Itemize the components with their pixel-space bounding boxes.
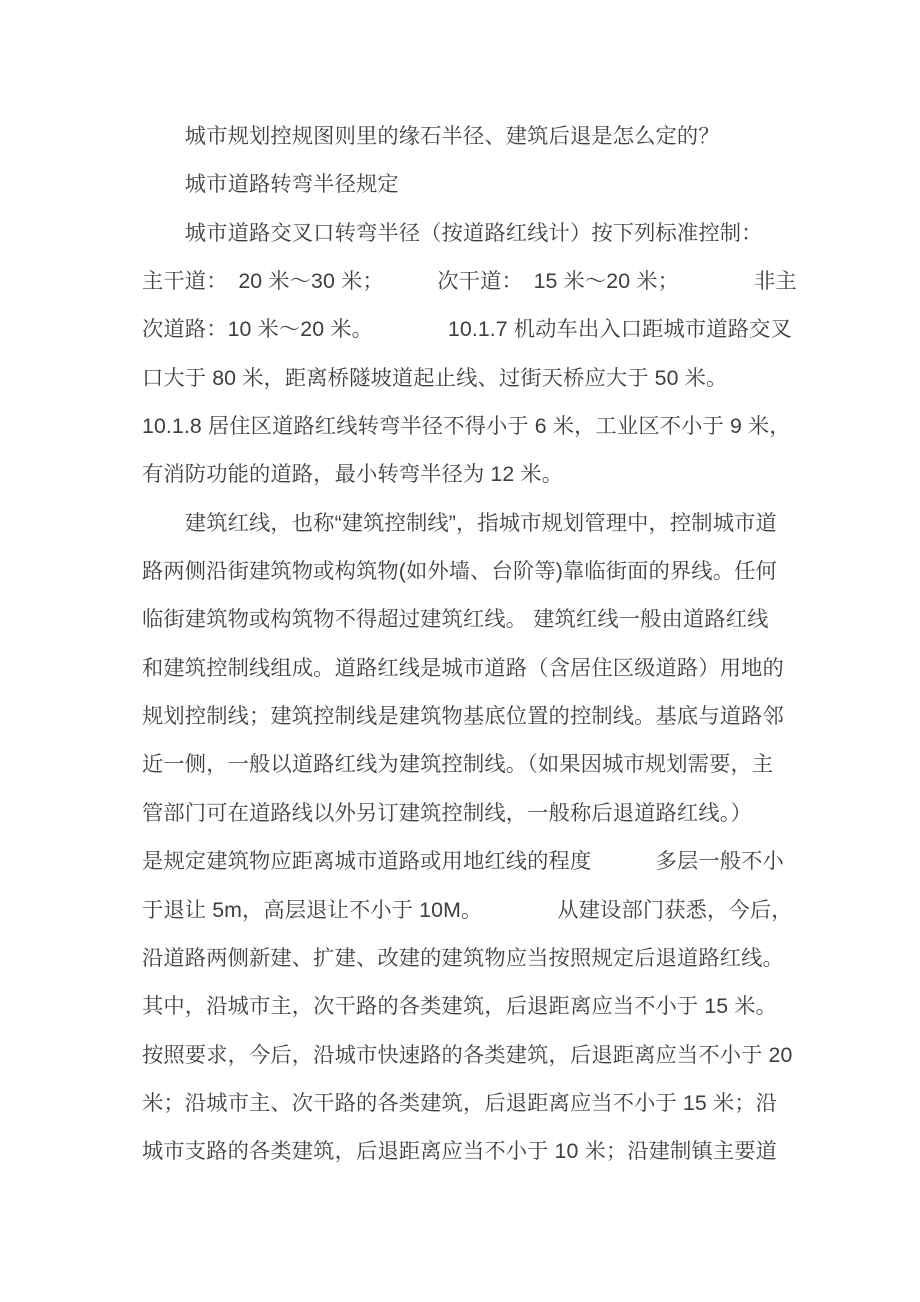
text-line: 主干道： 20 米～30 米； 次干道： 15 米～20 米； 非主: [142, 269, 797, 294]
text-line: 路两侧沿街建筑物或构筑物(如外墙、台阶等)靠临街面的界线。任何: [142, 559, 777, 584]
text-line: 城市道路交叉口转弯半径（按道路红线计）按下列标准控制：: [142, 220, 763, 245]
document-text-block: [142, 112, 842, 1176]
text-line: 是规定建筑物应距离城市道路或用地红线的程度 多层一般不小: [142, 849, 784, 874]
text-line: 建筑红线，也称“建筑控制线”，指城市规划管理中，控制城市道: [142, 510, 777, 535]
text-line: 米；沿城市主、次干路的各类建筑，后退距离应当不小于 15 米；沿: [142, 1090, 778, 1115]
text-line: 按照要求，今后，沿城市快速路的各类建筑，后退距离应当不小于 20: [142, 1042, 793, 1067]
text-line: 次道路：10 米～20 米。 10.1.7 机动车出入口距城市道路交叉: [142, 317, 792, 342]
text-line: 有消防功能的道路，最小转弯半径为 12 米。: [142, 462, 564, 487]
text-line: 于退让 5m，高层退让不小于 10M。 从建设部门获悉，今后，: [142, 897, 793, 922]
text-line: 其中，沿城市主，次干路的各类建筑，后退距离应当不小于 15 米。: [142, 994, 778, 1019]
text-line-title-question: 城市规划控规图则里的缘石半径、建筑后退是怎么定的？: [142, 124, 720, 148]
text-line: 城市支路的各类建筑，后退距离应当不小于 10 米；沿建制镇主要道: [142, 1139, 778, 1164]
text-line: 管部门可在道路线以外另订建筑控制线，一般称后退道路红线。）: [142, 800, 752, 825]
text-line: 口大于 80 米，距离桥隧坡道起止线、过街天桥应大于 50 米。: [142, 365, 728, 390]
text-line: 规划控制线；建筑控制线是建筑物基底位置的控制线。基底与道路邻: [142, 704, 784, 729]
text-line-section-heading: 城市道路转弯半径规定: [142, 172, 399, 197]
text-line: 和建筑控制线组成。道路红线是城市道路（含居住区级道路）用地的: [142, 655, 784, 680]
text-line: 10.1.8 居住区道路红线转弯半径不得小于 6 米，工业区不小于 9 米，: [142, 414, 791, 439]
text-line: 沿道路两侧新建、扩建、改建的建筑物应当按照规定后退道路红线。: [142, 945, 784, 970]
text-line: 近一侧，一般以道路红线为建筑控制线。（如果因城市规划需要，主: [142, 752, 774, 777]
text-line: 临街建筑物或构筑物不得超过建筑红线。 建筑红线一般由道路红线: [142, 607, 769, 632]
